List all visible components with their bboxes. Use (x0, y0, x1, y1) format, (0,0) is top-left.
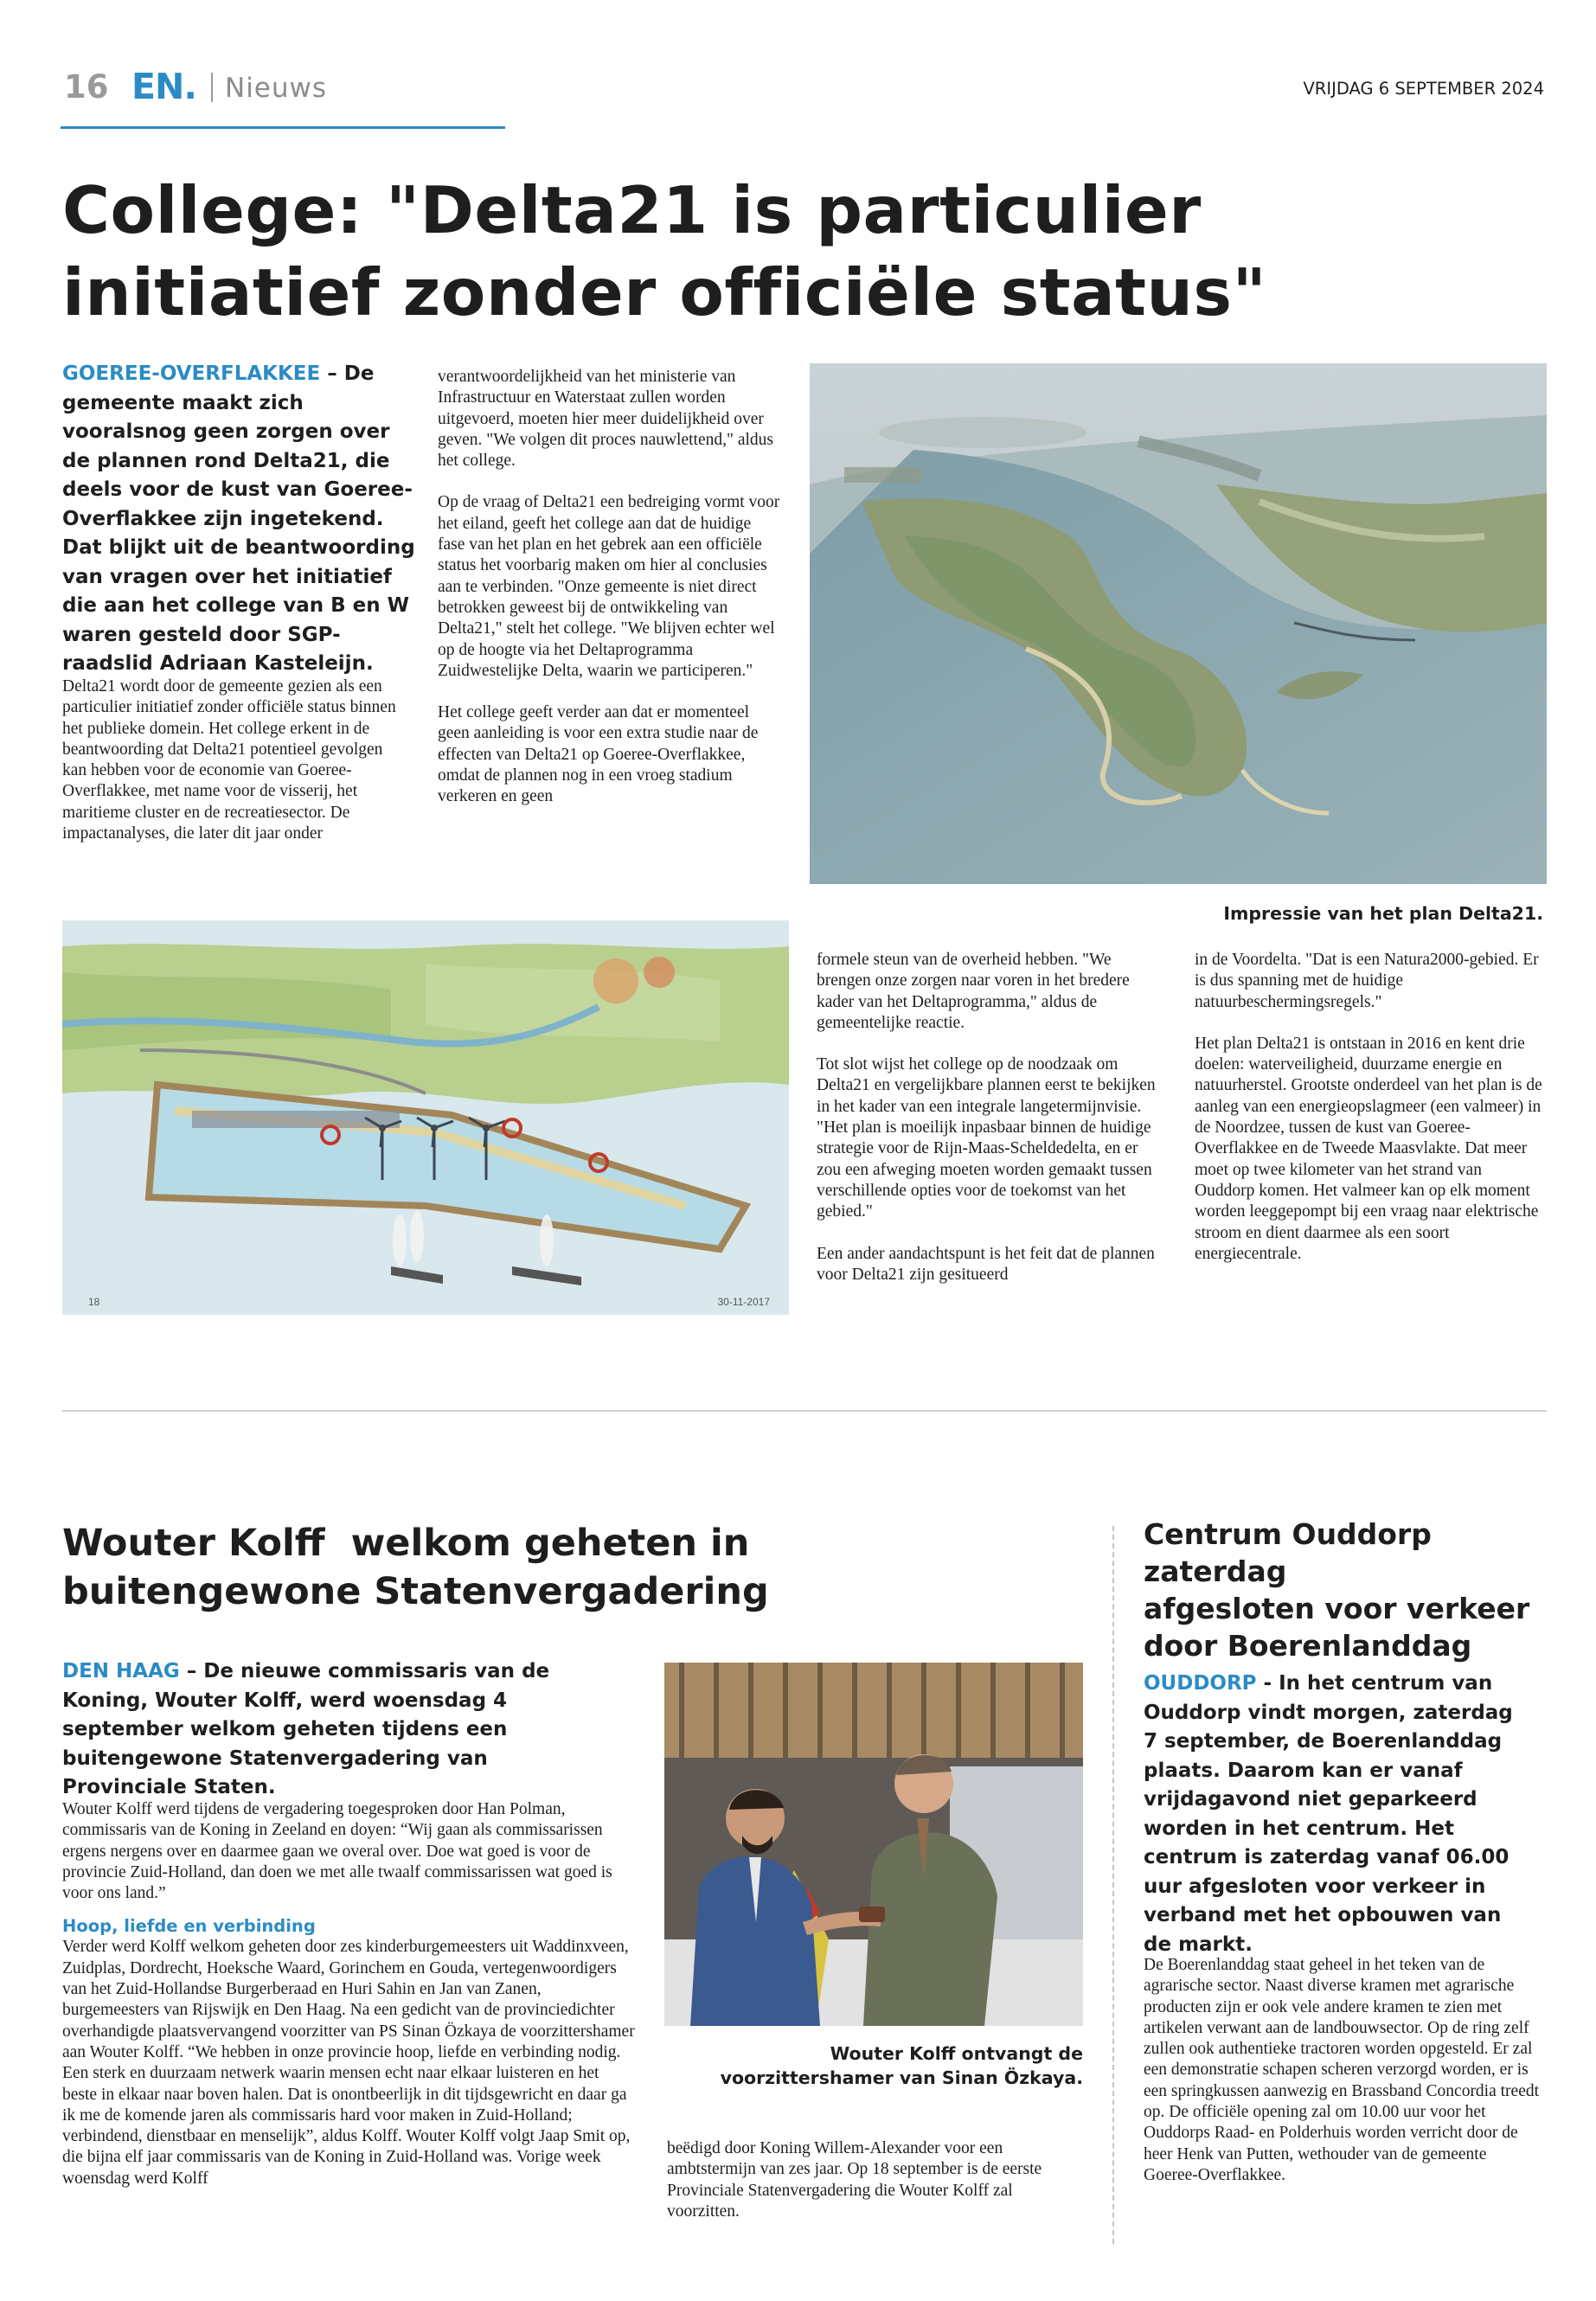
paragraph: Verder werd Kolff welkom geheten door zes kinderburgemeesters uit Waddinxveen, Zuidplas, Dordrecht, Hoeksche Waard, Gorinchem en Gouda, vertegenwoordigers van het Zuid-Hollandse Burgerberaad en Huri Sahin en Jan van Zanen, burgemeesters van Rijswijk en Den Haag. Na een gedicht van de provinciedichter overhandigde plaatsvervangend voorzitter van PS Sinan Özkaya de voorzittershamer aan Wouter Kolff. “We hebben in onze provincie hoop, liefde en verbinding nodig. Een sterk en duurzaam netwerk waarin mensen echt naar elkaar luisteren en het beste in elkaar naar boven halen. Dat is onontbeerlijk in dit tijdsgewricht en daar ga ik me de komende jaren als commissaris hard voor maken in Zuid-Holland; verbindend, dienstbaar en menselijk”, aldus Kolff. Wouter Kolff volgt Jaap Smit op, die bijna elf jaar commissaris van de Koning in Zuid-Holland was. Vorige week woensdag werd Kolff (62, 1938, 635, 2188)
article-column (1144, 1955, 1542, 2207)
photo-caption: Impressie van het plan Delta21. (1223, 903, 1543, 924)
paragraph: Delta21 wordt door de gemeente gezien als een particulier initiatief zonder officiële status binnen het publieke domein. Het college erkent in de beantwoording dat Delta21 potentieel gevolgen kan hebben voor de economie van Goeree-Overflakkee, met name voor de visserij, het maritieme cluster en de recreatiesector. De impactanalyses, die later dit jaar onder (62, 677, 396, 843)
article-title-line: Wouter Kolff welkom geheten in (62, 1522, 750, 1565)
article-column (667, 2138, 1082, 2243)
paragraph: De Boerenlanddag staat geheel in het teken van de agrarische sector. Naast diverse kramen met agrarische producten zijn er ook vele andere kramen te zien met artikelen verwant aan de landbouwsector. Op de ring zelf zullen ook authentieke tractoren worden opgesteld. Er zal een demonstratie schapen scheren verzorgd worden, er is een springkussen aanwezig en Brassband Concordia treedt op. De officiële opening zal om 10.00 uur voor het Ouddorps Raad- en Polderhuis worden verricht door de heer Henk van Putten, wethouder van de gemeente Goeree-Overflakkee. (1144, 1956, 1540, 2184)
article-column (438, 367, 782, 829)
paragraph: Het college geeft verder aan dat er momenteel geen aanleiding is voor een extra studie naar de effecten van Delta21 op Goeree-Overflakkee, omdat de plannen nog in een vroeg stadium verkeren en geen (438, 703, 759, 806)
article-lead (62, 360, 415, 679)
article-column (62, 676, 405, 865)
photo-caption (664, 2041, 1083, 2090)
paragraph: Op de vraag of Delta21 een bedreiging vormt voor het eiland, geeft het college aan dat de huidige fase van het plan en het gebrek aan een officiële status het voorbarig maken om hier al conclusies aan te verbinden. "Onze gemeente is niet direct betrokken geweest bij de ontwikkeling van Delta21," stelt het college. "We blijven echter wel op de hoogte via het Deltaprogramma Zuidwestelijke Delta, waarin we participeren." (438, 493, 780, 680)
paragraph: Het plan Delta21 is ontstaan in 2016 en kent drie doelen: waterveiligheid, duurzame energie en natuurherstel. Grootste onderdeel van het plan is de aanleg van een energieopslagmeer (een valmeer) in de Noordzee, tussen de kust van Goeree-Overflakkee en de Tweede Maasvlakte. Dat meer moet op twee kilometer van het strand van Ouddorp komen. Het valmeer kan op elk moment worden leeggepompt bij een vraag naar elektrische stroom en dient daarmee als een soort energiecentrale. (1195, 1034, 1542, 1263)
illustration-page-number: 18 (88, 1296, 100, 1308)
paragraph: Tot slot wijst het college op de noodzaak om Delta21 en vergelijkbare plannen eerst te bekijken in het kader van een integrale langetermijnvisie. "Het plan is moeilijk inpasbaar binnen de huidige strategie voor de Rijn-Maas-Scheldedelta, en er zou een afweging moeten worden gemaakt tussen verschillende opties voor de toekomst van het gebied." (817, 1055, 1156, 1221)
article-lead (1144, 1670, 1524, 1959)
paragraph: Wouter Kolff werd tijdens de vergadering toegesproken door Han Polman, commissaris van de Koning in Zeeland en doyen: “Wij gaan als commissarissen ergens nergens over en daarmee gaan we overal over. Doe wat goed is voor de provincie Zuid-Holland, dan doen we met alle twaalf commissarissen wat goed is voor ons land.” (62, 1800, 612, 1903)
column-divider (1112, 1526, 1114, 2244)
article-title (62, 170, 1273, 334)
article-title (1144, 1516, 1550, 1664)
paragraph: formele steun van de overheid hebben. "We brengen onze zorgen naar voren in het bredere kader van het Deltaprogramma," aldus de gemeentelijke reactie. (817, 951, 1130, 1032)
article-title-line: door Boerenlanddag (1144, 1629, 1472, 1663)
paragraph: beëdigd door Koning Willem-Alexander voor een ambtstermijn van zes jaar. Op 18 september is de eerste Provinciale Statenvergadering die Wouter Kolff zal voorzitten. (667, 2139, 1042, 2221)
paragraph: in de Voordelta. "Dat is een Natura2000-gebied. Er is dus spanning met de huidige natuurbeschermingsregels." (1195, 951, 1539, 1011)
article-title-line: buitengewone Statenvergadering (62, 1570, 769, 1613)
photo-caption-line: Wouter Kolff ontvangt de (830, 2043, 1083, 2064)
logo: EN. (131, 66, 196, 107)
page-date: VRIJDAG 6 SEPTEMBER 2024 (1303, 79, 1544, 99)
article-title-line: initiatief zonder officiële status" (62, 254, 1267, 330)
illustration-date: 30-11-2017 (717, 1296, 770, 1308)
lead-text: - In het centrum van Ouddorp vindt morgen, zaterdag 7 september, de Boerenlanddag plaats. Daarom kan er vanaf vrijdagavond niet geparkeerd worden in het centrum. Het centrum is zaterdag vanaf 06.00 uur afgesloten voor verkeer in verband met het opbouwen van de markt. (1144, 1672, 1513, 1956)
page-number: 16 (64, 68, 109, 106)
article-title-line: Centrum Ouddorp zaterdag (1144, 1517, 1432, 1588)
article-column (817, 950, 1163, 1306)
subheading: Hoop, liefde en verbinding (62, 1916, 316, 1937)
section-name: Nieuws (225, 73, 328, 104)
kolff-photo (664, 1663, 1083, 2026)
header-divider (211, 73, 213, 102)
dateline: DEN HAAG (62, 1660, 180, 1682)
dateline: OUDDORP (1144, 1672, 1257, 1695)
lead-text: – De nieuwe commissaris van de Koning, Wouter Kolff, werd woensdag 4 september welkom geheten tijdens een buitengewone Statenvergadering van Provinciale Staten. (62, 1660, 550, 1798)
lead-text: – De gemeente maakt zich vooralsnog geen zorgen over de plannen rond Delta21, die deels voor de kust van Goeree-Overflakkee zijn ingetekend. Dat blijkt uit de beantwoording van vragen over het initiatief die aan het college van B en W waren gesteld door SGP-raadslid Adriaan Kasteleijn. (62, 362, 415, 675)
page-header (61, 67, 1547, 128)
header-rule (61, 126, 505, 129)
paragraph: Een ander aandachtspunt is het feit dat de plannen voor Delta21 zijn gesitueerd (817, 1244, 1155, 1284)
dateline: GOEREE-OVERFLAKKEE (62, 362, 321, 385)
article-title (62, 1519, 1083, 1616)
article-column (1195, 950, 1544, 1285)
article-lead (62, 1657, 616, 1803)
section-divider (62, 1410, 1547, 1412)
article-column (62, 1799, 637, 2210)
photo-caption-line: voorzittershamer van Sinan Özkaya. (720, 2067, 1083, 2088)
delta21-illustration (62, 920, 789, 1315)
article-title-line: afgesloten voor verkeer (1144, 1592, 1530, 1625)
aerial-photo (810, 363, 1547, 884)
article-title-line: College: "Delta21 is particulier (62, 172, 1202, 248)
paragraph: verantwoordelijkheid van het ministerie van Infrastructuur en Waterstaat zullen worden uitgevoerd, moeten hier meer duidelijkheid over geven. "We volgen dit proces nauwlettend," aldus het college. (438, 368, 773, 471)
